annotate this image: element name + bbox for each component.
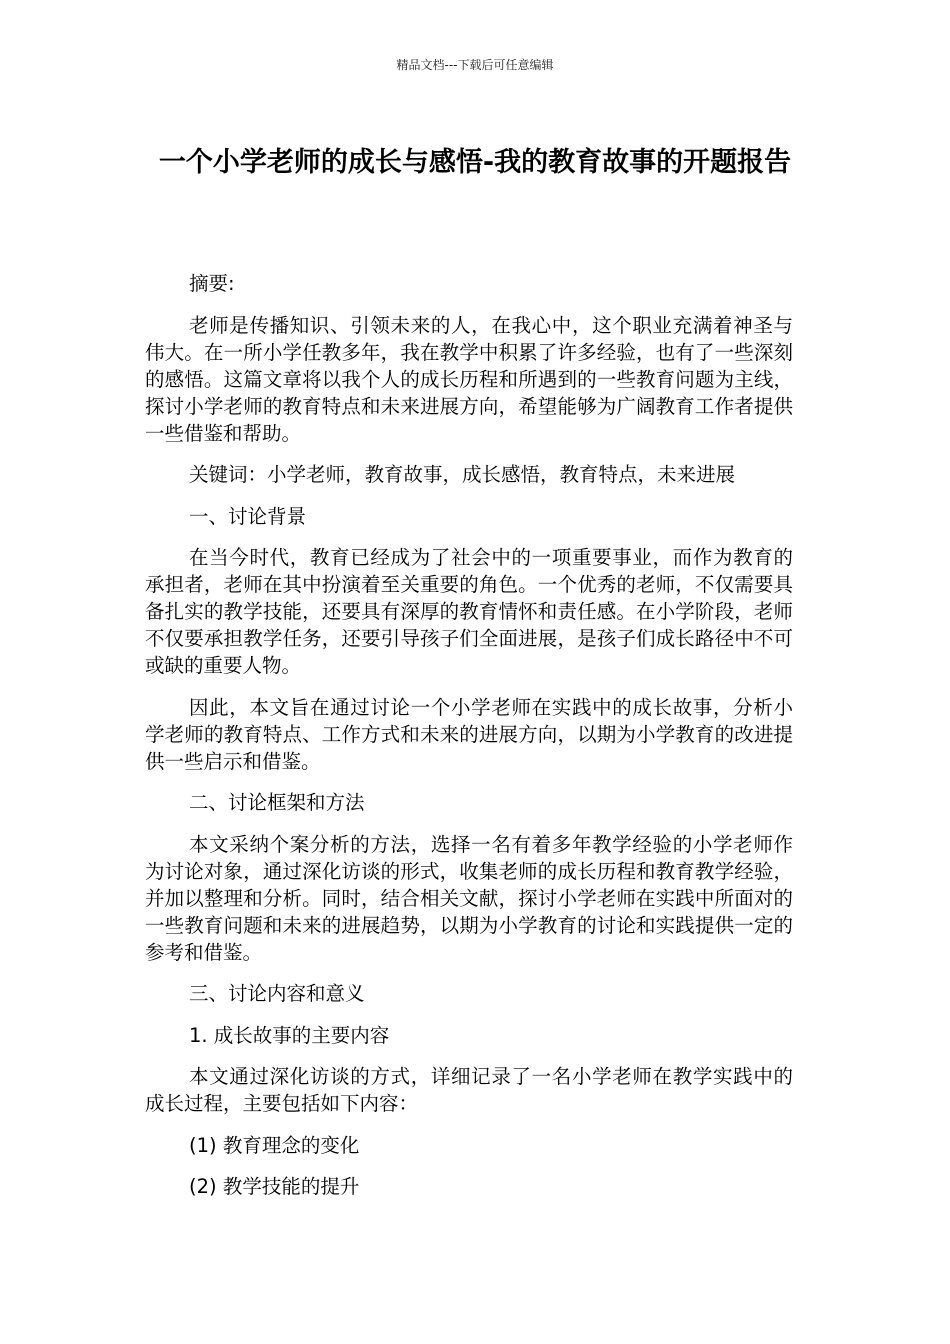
framework-paragraph: 本文采纳个案分析的方法，选择一名有着多年教学经验的小学老师作为讨论对象，通过深化访谈的形式，收集老师的成长历程和教育教学经验，并加以整理和分析。同时，结合相关文献，探讨小学老师在实践中所面对的一些教育问题和未来的进展趋势，以期为小学教育的讨论和实践提供一定的参考和借鉴。: [145, 832, 793, 964]
background-paragraph-1: 在当今时代，教育已经成为了社会中的一项重要事业，而作为教育的承担者，老师在其中扮演着至关重要的角色。一个优秀的老师，不仅需要具备扎实的教学技能，还要具有深厚的教育情怀和责任感。在小学阶段，老师不仅要承担教学任务，还要引导孩子们全面进展，是孩子们成长路径中不可或缺的重要人物。: [145, 546, 793, 677]
list-item: (1) 教育理念的变化: [189, 1133, 360, 1157]
section-heading-content: 三、讨论内容和意义: [189, 982, 365, 1005]
abstract-label: 摘要:: [189, 272, 235, 295]
section-heading-framework: 二、讨论框架和方法: [189, 791, 365, 814]
subsection-heading-growth-story: 1. 成长故事的主要内容: [189, 1023, 390, 1047]
list-item: (2) 教学技能的提升: [189, 1175, 360, 1198]
document-body: [145, 270, 793, 1215]
section-heading-background: 一、讨论背景: [189, 504, 307, 528]
header-note: 精品文档---下载后可任意编辑: [396, 58, 554, 72]
abstract-paragraph: 老师是传播知识、引领未来的人，在我心中，这个职业充满着神圣与伟大。在一所小学任教多年，我在教学中积累了许多经验，也有了一些深刻的感悟。这篇文章将以我个人的成长历程和所遇到的一些教育问题为主线，探讨小学老师的教育特点和未来进展方向，希望能够为广阔教育工作者提供一些借鉴和帮助。: [145, 313, 793, 445]
keywords-line: 关键词：小学老师，教育故事，成长感悟，教育特点，未来进展: [189, 463, 736, 486]
document-title: 一个小学老师的成长与感悟-我的教育故事的开题报告: [158, 147, 792, 178]
growth-story-paragraph: 本文通过深化访谈的方式，详细记录了一名小学老师在教学实践中的成长过程，主要包括如下内容：: [145, 1065, 793, 1115]
background-paragraph-2: 因此，本文旨在通过讨论一个小学老师在实践中的成长故事，分析小学老师的教育特点、工作方式和未来的进展方向，以期为小学教育的改进提供一些启示和借鉴。: [145, 695, 793, 773]
